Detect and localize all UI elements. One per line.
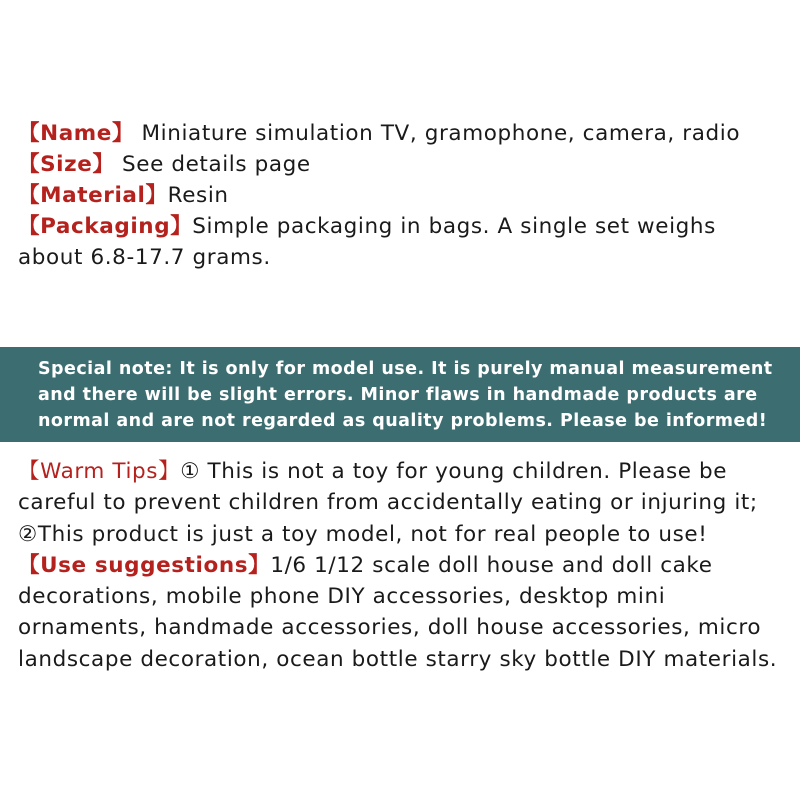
name-label: 【Name】 [18, 121, 135, 146]
material-value: Resin [167, 183, 229, 208]
name-value: Miniature simulation TV, gramophone, camera, radio [134, 121, 741, 146]
warm-tips-text: ① This is not a toy for young children. Please be careful to prevent children from accidentally eating or injuring it; ②This product is just a toy model, not for real people to use! [18, 459, 758, 547]
spec-material [18, 180, 788, 211]
product-specs [18, 118, 788, 273]
use-suggestions [18, 550, 796, 675]
packaging-label: 【Packaging】 [18, 214, 193, 239]
note-line-1: Special note: It is only for model use. It is purely manual measurement [38, 359, 773, 379]
special-note-banner [0, 347, 800, 442]
note-line-3: normal and are not regarded as quality problems. Please be informed! [38, 411, 768, 431]
spec-name [18, 118, 788, 149]
note-line-2: and there will be slight errors. Minor flaws in handmade products are [38, 385, 758, 405]
packaging-value: Simple packaging in bags. A single set weighs about 6.8-17.7 grams. [18, 214, 716, 270]
size-label: 【Size】 [18, 152, 115, 177]
use-suggestions-label: 【Use suggestions】 [18, 552, 271, 578]
material-label: 【Material】 [18, 183, 168, 208]
warm-tips [18, 456, 796, 550]
warm-tips-label: 【Warm Tips】 [18, 459, 181, 484]
size-value: See details page [114, 152, 311, 177]
spec-packaging [18, 211, 788, 273]
tips-section [18, 456, 796, 675]
spec-size [18, 149, 788, 180]
use-suggestions-text: 1/6 1/12 scale doll house and doll cake decorations, mobile phone DIY accessories, desktop mini ornaments, handmade accessories, doll house accessories, micro landscape decoration, ocean bottle starry sky bottle DIY materials. [18, 552, 778, 672]
